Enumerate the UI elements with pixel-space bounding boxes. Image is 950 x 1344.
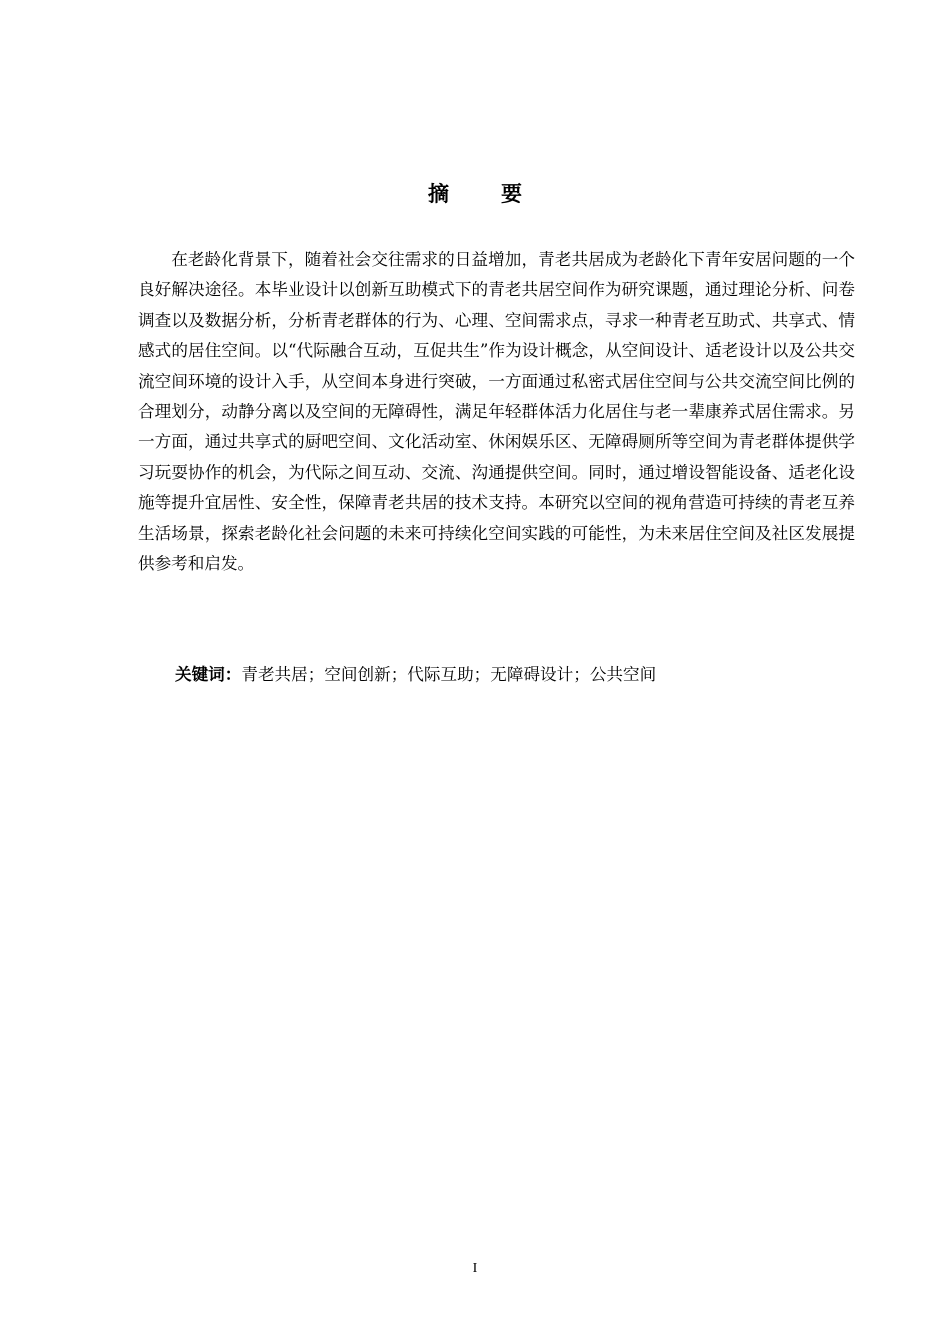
keywords-line	[175, 661, 855, 689]
abstract-heading-char-2: 要	[501, 182, 522, 206]
abstract-body: 在老龄化背景下，随着社会交往需求的日益增加，青老共居成为老龄化下青年安居问题的一个良好解决途径。本毕业设计以创新互助模式下的青老共居空间作为研究课题，通过理论分析、问卷调查以及数据分析，分析青老群体的行为、心理、空间需求点，寻求一种青老互助式、共享式、情感式的居住空间。以“代际融合互动，互促共生”作为设计概念，从空间设计、适老设计以及公共交流空间环境的设计入手，从空间本身进行突破，一方面通过私密式居住空间与公共交流空间比例的合理划分，动静分离以及空间的无障碍性，满足年轻群体活力化居住与老一辈康养式居住需求。另一方面，通过共享式的厨吧空间、文化活动室、休闲娱乐区、无障碍厕所等空间为青老群体提供学习玩耍协作的机会，为代际之间互动、交流、沟通提供空间。同时，通过增设智能设备、适老化设施等提升宜居性、安全性，保障青老共居的技术支持。本研究以空间的视角营造可持续的青老互养生活场景，探索老龄化社会问题的未来可持续化空间实践的可能性，为未来居住空间及社区发展提供参考和启发。	[138, 250, 855, 574]
page-number: I	[472, 1261, 478, 1276]
abstract-heading-char-1: 摘	[428, 182, 449, 206]
abstract-heading	[0, 178, 950, 208]
keywords-list: 青老共居；空间创新；代际互助；无障碍设计；公共空间	[241, 665, 657, 684]
keywords-label: 关键词：	[175, 665, 242, 684]
